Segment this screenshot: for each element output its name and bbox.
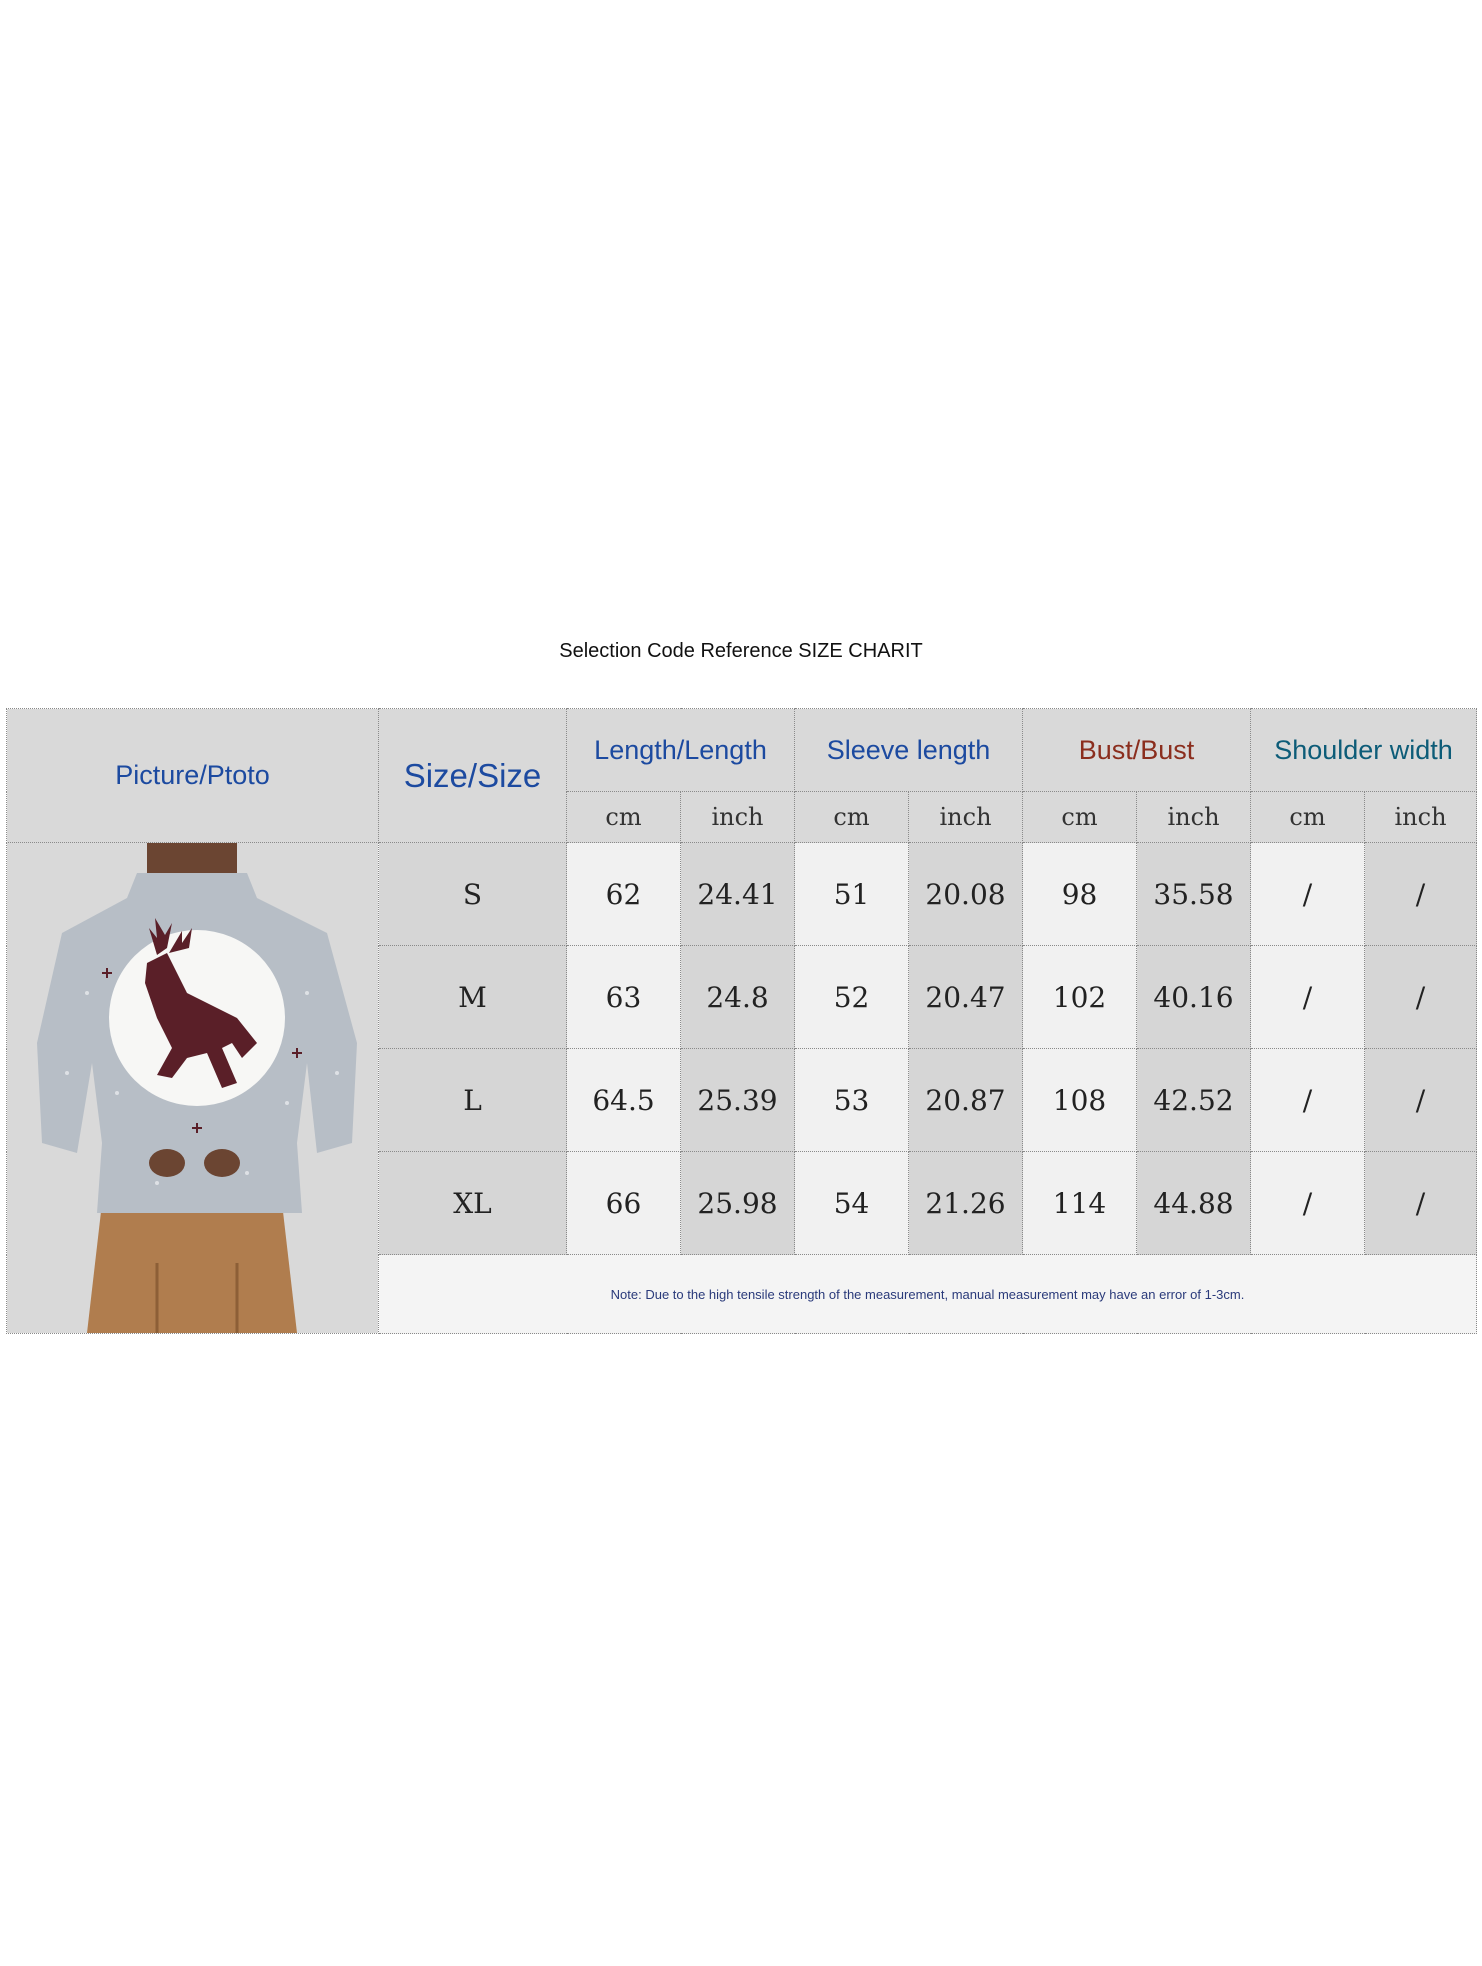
bust-cm: 98 [1023, 843, 1137, 946]
length-cm: 63 [567, 946, 681, 1049]
shoulder-cm: / [1251, 843, 1365, 946]
unit-shoulder-cm: cm [1251, 792, 1365, 843]
bust-inch: 35.58 [1137, 843, 1251, 946]
length-inch: 25.39 [681, 1049, 795, 1152]
shoulder-inch: / [1365, 1049, 1477, 1152]
sleeve-inch: 20.87 [909, 1049, 1023, 1152]
header-shoulder-width: Shoulder width [1251, 709, 1477, 792]
table-row [7, 843, 1477, 946]
bust-cm: 108 [1023, 1049, 1137, 1152]
unit-length-inch: inch [681, 792, 795, 843]
bust-cm: 114 [1023, 1152, 1137, 1255]
sleeve-cm: 52 [795, 946, 909, 1049]
chart-title: Selection Code Reference SIZE CHARIT [559, 640, 923, 662]
unit-shoulder-inch: inch [1365, 792, 1477, 843]
sleeve-inch: 20.08 [909, 843, 1023, 946]
length-cm: 64.5 [567, 1049, 681, 1152]
header-picture: Picture/Ptoto [7, 709, 379, 843]
unit-length-cm: cm [567, 792, 681, 843]
length-inch: 25.98 [681, 1152, 795, 1255]
sweater-model-image [7, 843, 379, 1333]
bust-inch: 42.52 [1137, 1049, 1251, 1152]
size-label: XL [379, 1152, 567, 1255]
shoulder-cm: / [1251, 1049, 1365, 1152]
unit-bust-inch: inch [1137, 792, 1251, 843]
shoulder-inch: / [1365, 946, 1477, 1049]
size-label: M [379, 946, 567, 1049]
size-chart-table [6, 708, 1477, 1334]
sleeve-inch: 21.26 [909, 1152, 1023, 1255]
shoulder-inch: / [1365, 1152, 1477, 1255]
header-size: Size/Size [379, 709, 567, 843]
shoulder-inch: / [1365, 843, 1477, 946]
bust-inch: 40.16 [1137, 946, 1251, 1049]
length-cm: 66 [567, 1152, 681, 1255]
length-inch: 24.41 [681, 843, 795, 946]
shoulder-cm: / [1251, 1152, 1365, 1255]
length-inch: 24.8 [681, 946, 795, 1049]
unit-bust-cm: cm [1023, 792, 1137, 843]
sleeve-cm: 54 [795, 1152, 909, 1255]
unit-sleeve-cm: cm [795, 792, 909, 843]
unit-sleeve-inch: inch [909, 792, 1023, 843]
size-label: L [379, 1049, 567, 1152]
measurement-note: Note: Due to the high tensile strength of the measurement, manual measurement may have an error of 1-3cm. [379, 1255, 1477, 1334]
bust-cm: 102 [1023, 946, 1137, 1049]
header-sleeve-length: Sleeve length [795, 709, 1023, 792]
sleeve-inch: 20.47 [909, 946, 1023, 1049]
header-length: Length/Length [567, 709, 795, 792]
sleeve-cm: 53 [795, 1049, 909, 1152]
product-photo [7, 843, 379, 1334]
bust-inch: 44.88 [1137, 1152, 1251, 1255]
shoulder-cm: / [1251, 946, 1365, 1049]
header-bust: Bust/Bust [1023, 709, 1251, 792]
length-cm: 62 [567, 843, 681, 946]
sleeve-cm: 51 [795, 843, 909, 946]
size-label: S [379, 843, 567, 946]
